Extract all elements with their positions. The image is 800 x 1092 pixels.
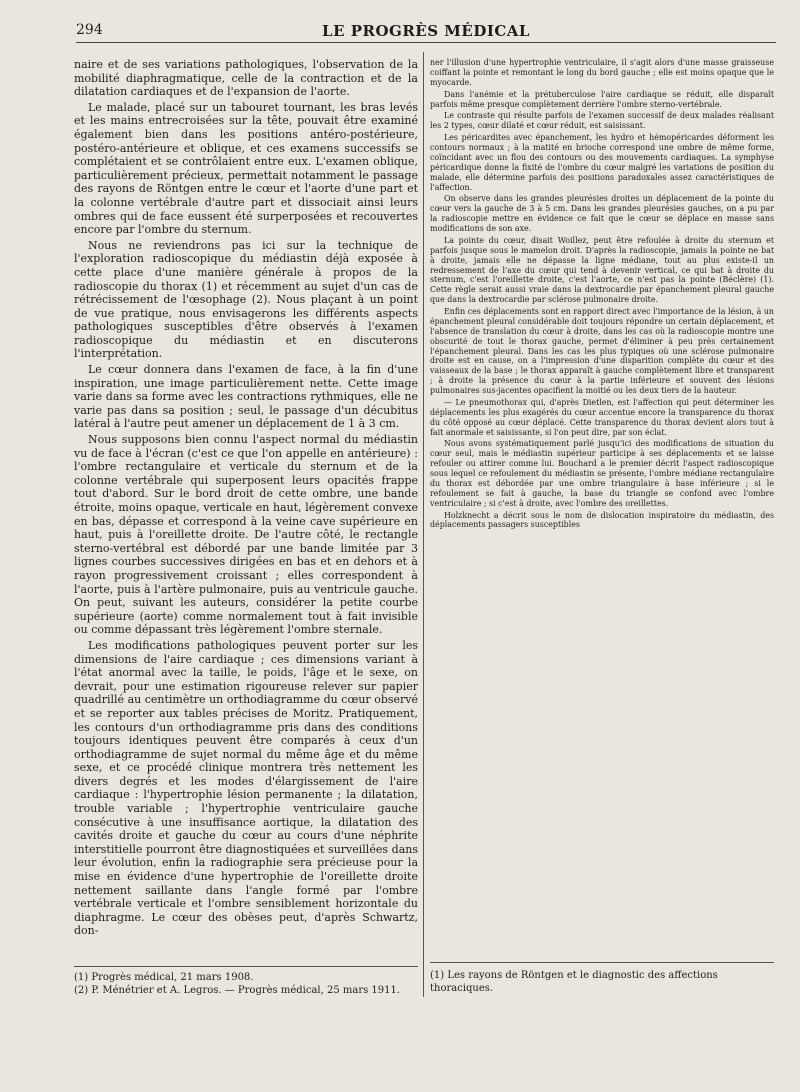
paragraph: La pointe du cœur, disait Woillez, peut être refoulée à droite du sternum et parfois jusque sous le mamelon droit. D'après la radioscopie, jamais la pointe ne bat à droite, jamais elle ne dépasse la ligne médiane, tout au plus existe-il un redressement de l'axe du cœur qui tend à devenir vertical, ce qui bat à droite du sternum, c'est l'oreillette droite, c'est l'aorte, ce n'est pas la pointe (Béclère) (1). Cette règle serait aussi vraie dans la dextrocardie par épanchement pleural gauche que dans la dextrocardie par sclérose pulmonaire droite. <box>430 235 774 305</box>
footnote: (2) P. Ménétrier et A. Legros. — Progrès médical, 25 mars 1911. <box>74 985 401 996</box>
paragraph: Les modifications pathologiques peuvent porter sur les dimensions de l'aire cardiaque ; ces dimensions variant à l'état anormal avec la taille, le poids, l'âge et le sexe, on devrait, pour une estimation rigoureuse relever sur papier quadrillé au centimètre un orthodiagramme du cœur observé et se reporter aux tables précises de Moritz. Pratiquement, les contours d'un orthodiagramme pris dans des conditions toujours identiques peuvent être comparés à ceux d'un orthodiagramme de sujet normal du même âge et du même sexe, et ce procédé clinique montrera très nettement les divers degrés et les modes d'élargissement de l'aire cardiaque : l'hypertrophie lésion permanente ; la dilatation, trouble variable ; l'hypertrophie ventriculaire gauche consécutive à une insuffisance aortique, la dilatation des cavités droite et gauche du cœur au cours d'une néphrite interstitielle pourront être diagnostiquées et surveillées dans leur évolution, enfin la radiographie sera précieuse pour la mise en évidence d'une hypertrophie de l'oreillette droite nettement saillante dans l'angle formé par l'ombre vertébrale verticale et l'ombre sensiblement horizontale du diaphragme. Le cœur des obèses peut, d'après Schwartz, don- <box>74 638 418 938</box>
right-column <box>430 58 774 978</box>
paragraph: Le malade, placé sur un tabouret tournant, les bras levés et les mains entrecroisées sur la tête, pouvait être examiné également bien dans les positions antéro-postérieure, postéro-antérieure et oblique, et ces examens successifs se complétaient et se contrôlaient entre eux. L'examen oblique, particulièrement précieux, permettait notamment le passage des rayons de Röntgen entre le cœur et l'aorte d'une part et la colonne vertébrale d'autre part et dissociait ainsi leurs ombres qui de face eussent été surperposées et recouvertes encore par l'ombre du sternum. <box>74 100 418 237</box>
paragraph: Dans l'anémie et la prétuberculose l'aire cardiaque se réduit, elle disparaît parfois même presque complètement derrière l'ombre sterno-vertébrale. <box>430 89 774 109</box>
paragraph: Enfin ces déplacements sont en rapport direct avec l'importance de la lésion, à un épanchement pleural considérable doit toujours répondre un certain déplacement, et l'absence de translation du cœur à droite, dans les cas où la radioscopie montre une obscurité de tout le thorax gauche, permet d'éliminer à peu près certainement l'épanchement pleural. Dans les cas les plus typiques où une sclérose pulmonaire droite est en cause, on a l'impression d'une disparition complète du cœur et des vaisseaux de la base ; le thorax apparaît à gauche complètement libre et transparent ; à droite la présence du cœur à la partie inférieure et souvent des lésions pulmonaires sus-jacentes opacifient la moitié ou les deux tiers de la hauteur. <box>430 307 774 395</box>
column-divider <box>423 52 424 997</box>
paragraph: On observe dans les grandes pleurésies droites un déplacement de la pointe du cœur vers la gauche de 3 à 5 cm. Dans les grandes pleurésies gauches, on a pu par la radioscopie mettre en évidence ce fait que le cœur se déplace en masse sans modifications de son axe. <box>430 194 774 233</box>
left-column <box>74 58 418 958</box>
paragraph: Nous ne reviendrons pas ici sur la technique de l'exploration radioscopique du médiastin déjà exposée à cette place d'une manière générale à propos de la radioscopie du thorax (1) et récemment au sujet d'un cas de rétrécissement de l'œsophage (2). Nous plaçant à un point de vue pratique, nous envisagerons les différents aspects pathologiques susceptibles d'être observés à l'examen radioscopique du médiastin et en discuterons l'interprétation. <box>74 238 418 361</box>
paragraph: Le cœur donnera dans l'examen de face, à la fin d'une inspiration, une image particulièrement nette. Cette image varie dans sa forme avec les contractions rythmiques, elle ne varie pas dans sa position ; seul, le passage d'un décubitus latéral à l'autre peut amener un déplacement de 1 à 3 cm. <box>74 363 418 431</box>
paragraph: Nous supposons bien connu l'aspect normal du médiastin vu de face à l'écran (c'est ce que l'on appelle en antérieure) : l'ombre rectangulaire et verticale du sternum et de la colonne vertébrale qui superposent leurs opacités frappe tout d'abord. Sur le bord droit de cette ombre, une bande étroite, moins opaque, verticale en haut, légèrement convexe en bas, dépasse et correspond à la veine cave supérieure en haut, puis à l'oreillette droite. De l'autre côté, le rectangle sterno-vertébral est débordé par une bande limitée par 3 lignes courbes successives dirigées en bas et en dehors et à rayon progressivement croissant ; elles correspondent à l'aorte, puis à l'artère pulmonaire, puis au ventricule gauche. On peut, suivant les auteurs, considérer la petite courbe supérieure (aorte) comme normalement tout à fait invisible ou comme dépassant très légèrement l'ombre sternale. <box>74 433 418 637</box>
paragraph: Les péricardites avec épanchement, les hydro et hémopéricardes déforment les contours normaux ; à la matité en brioche correspond une ombre de même forme, coïncidant avec un flou des contours ou des mouvements cardiaques. La symphyse péricardique donne la fixité de l'ombre du cœur malgré les variations de position du malade, elle détermine parfois des positions paradoxales assez caractéristiques de l'affection. <box>430 133 774 192</box>
footnote: (1) Progrès médical, 21 mars 1908. <box>74 972 254 983</box>
paragraph: Holzknecht a décrit sous le nom de dislocation inspiratoire du médiastin, des déplacements passagers susceptibles <box>430 510 774 530</box>
paragraph: Le contraste qui résulte parfois de l'examen successif de deux malades réalisant les 2 types, cœur dilaté et cœur réduit, est saisissant. <box>430 111 774 131</box>
page-header <box>76 18 776 43</box>
footnotes-left <box>74 966 418 997</box>
footnotes-right <box>430 962 774 995</box>
paragraph: Nous avons systématiquement parlé jusqu'ici des modifications de situation du cœur seul, mais le médiastin supérieur participe à ses déplacements et se laisse refouler ou attirer comme lui. Bouchard a le premier décrit l'aspect radioscopique sous lequel ce refoulement du médiastin se présente, l'ombre médiane rectangulaire du thorax est débordée par une ombre triangulaire à base inférieure ; si le refoulement se fait à gauche, la base du triangle se confond avec l'ombre ventriculaire ; si c'est à droite, avec l'ombre des oreillettes. <box>430 439 774 508</box>
footnote: (1) Les rayons de Röntgen et le diagnostic des affections thoraciques. <box>430 970 718 994</box>
paragraph: — Le pneumothorax qui, d'après Dietlen, est l'affection qui peut déterminer les déplacements les plus exagérés du cœur accentue encore la transparence du thorax du côté opposé au cœur déplacé. Cette transparence du thorax devient alors tout à fait anormale et saisissante, si l'on peut dire, par son éclat. <box>430 397 774 437</box>
paragraph: naire et de ses variations pathologiques, l'observation de la mobilité diaphragmatique, celle de la contraction et de la dilatation cardiaques et de l'expansion de l'aorte. <box>74 58 418 99</box>
paragraph: ner l'illusion d'une hypertrophie ventriculaire, il s'agit alors d'une masse graisseuse coiffant la pointe et remontant le long du bord gauche ; elle est moins opaque que le myocarde. <box>430 58 774 87</box>
journal-title: LE PROGRÈS MÉDICAL <box>322 22 530 40</box>
page-number: 294 <box>76 22 103 38</box>
